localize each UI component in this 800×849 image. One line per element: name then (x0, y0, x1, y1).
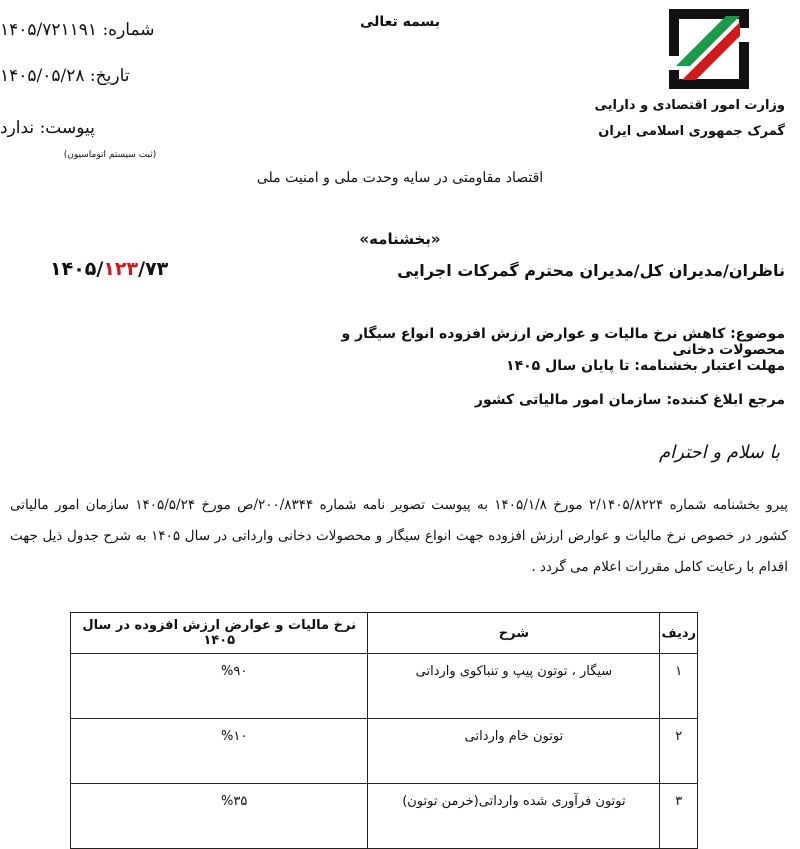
letter-date (0, 66, 190, 86)
letter-attachment-label: پیوست: (39, 118, 95, 138)
circular-title: «بخشنامه» (359, 230, 441, 248)
circular-number-suffix: /۷۳ (138, 258, 169, 280)
greeting: با سلام و احترام (659, 442, 780, 463)
row-rate: %۳۵ (71, 784, 368, 849)
header-description: شرح (368, 613, 660, 654)
header-row-number: ردیف (660, 613, 698, 654)
row-number: ۳ (660, 784, 698, 849)
authority-field: مرجع ابلاغ کننده: سازمان امور مالیاتی کشور (474, 392, 785, 408)
row-rate: %۹۰ (71, 654, 368, 719)
table-row (71, 654, 698, 719)
letter-attachment-value: ندارد (0, 118, 35, 138)
subject-field: موضوع: کاهش نرخ مالیات و عوارض ارزش افزوده انواع سیگار و محصولات دخانی (341, 326, 785, 358)
table-row (71, 784, 698, 849)
row-description: توتون فرآوری شده وارداتی(خرمن توتون) (368, 784, 660, 849)
motto: اقتصاد مقاومتی در سایه وحدت ملی و امنیت ملی (256, 170, 544, 186)
letter-number (0, 20, 190, 40)
row-description: توتون خام وارداتی (368, 719, 660, 784)
automation-note: (ثبت سیستم اتوماسیون) (63, 150, 157, 160)
circular-number-mid: ۱۲۳ (103, 258, 139, 280)
circular-number-prefix: ۱۴۰۵/ (50, 258, 104, 280)
row-number: ۱ (660, 654, 698, 719)
ministry-name: وزارت امور اقتصادی و دارایی (594, 98, 785, 113)
row-rate: %۱۰ (71, 719, 368, 784)
table-header-row (71, 613, 698, 654)
circular-number (50, 258, 180, 280)
bismillah-header: بسمه تعالی (359, 14, 441, 30)
addressee: ناظران/مدیران کل/مدیران محترم گمرکات اجرایی (397, 261, 785, 280)
header-rate: نرخ مالیات و عوارض ارزش افزوده در سال ۱۴۰۵ (71, 613, 368, 654)
letter-date-value: ۱۴۰۵/۰۵/۲۸ (0, 66, 85, 86)
body-paragraph: پیرو بخشنامه شماره ۲/۱۴۰۵/۸۲۲۴ مورخ ۱۴۰۵/۱/۸ به پیوست تصویر نامه شماره ۲۰۰/۸۳۴۴/ص مورخ ۱۴۰۵/۵/۲۴ سازمان امور مالیاتی کشور در خصوص نرخ مالیات و عوارض ارزش افزوده جهت انواع سیگار و محصولات دخانی وارداتی در سال ۱۴۰۵ به شرح جدول ذیل جهت اقدام با رعایت کامل مقررات اعلام می گردد . (10, 497, 788, 575)
letter-date-label: تاریخ: (89, 66, 130, 86)
customs-name: گمرک جمهوری اسلامی ایران (598, 124, 785, 139)
table-row (71, 719, 698, 784)
iran-customs-logo (668, 8, 750, 90)
letter-number-label: شماره: (102, 20, 155, 40)
row-number: ۲ (660, 719, 698, 784)
letter-attachment (0, 118, 190, 138)
tax-rates-table (70, 612, 698, 849)
letter-number-value: ۱۴۰۵/۷۲۱۱۹۱ (0, 20, 98, 40)
validity-field: مهلت اعتبار بخشنامه: تا پایان سال ۱۴۰۵ (506, 358, 785, 374)
row-description: سیگار ، توتون پیپ و تنباکوی وارداتی (368, 654, 660, 719)
